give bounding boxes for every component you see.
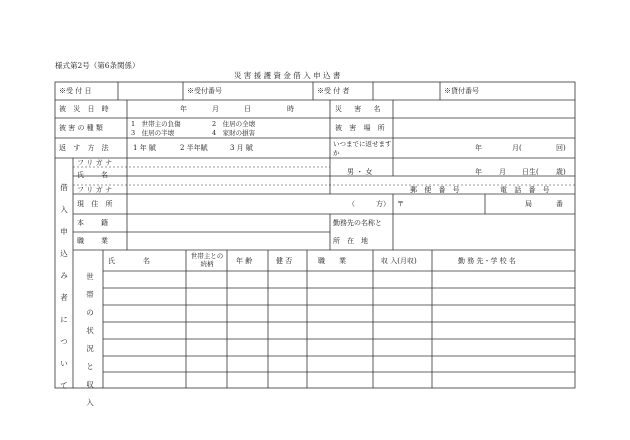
- birth-year: 年: [475, 168, 482, 176]
- receiver-label: ※受 付 者: [317, 87, 350, 95]
- workplace-label-1: 勤務先の名称と: [333, 219, 382, 227]
- honseki-label: 本 籍: [77, 219, 113, 227]
- address-label: 現 住 所: [77, 200, 115, 208]
- disaster-year: 年: [180, 105, 187, 113]
- col-header-income: 収 入(月収): [381, 257, 417, 265]
- name-label: 氏 名: [77, 171, 113, 179]
- received-date-label: ※受 付 日: [59, 87, 92, 95]
- birth-day: 日生(: [522, 168, 539, 176]
- loan-no-label: ※貸付番号: [444, 87, 479, 95]
- col-header-age: 年 齢: [236, 257, 253, 265]
- phone-office: 局: [525, 200, 532, 208]
- workplace-label-2: 所 在 地: [333, 237, 368, 245]
- form-title: 災 害 援 護 資 金 借 入 申 込 書: [234, 71, 341, 80]
- form-id: 様式第2号（第6条関係）: [55, 61, 140, 70]
- repayment-method-1: 1 年 賦: [133, 144, 156, 152]
- damage-type-label: 被 害 の 種 類: [59, 124, 103, 132]
- col-header-workplace: 勤 務 先・学 校 名: [458, 257, 516, 265]
- furigana-label-2: フリガナ: [77, 186, 115, 194]
- col-header-relation: 世帯主との続柄: [190, 252, 224, 268]
- damage-option-1: 1 世帯主の負傷: [131, 120, 181, 128]
- repayment-method-2: 2 半年賦: [180, 144, 208, 152]
- postal-label: 郵 便 番 号: [410, 186, 463, 194]
- care-of: （ 方）: [348, 200, 390, 208]
- repayment-until-year: 年: [475, 144, 482, 152]
- disaster-name-label: 災 害 名: [335, 105, 386, 113]
- damage-option-2: 2 住居の全壊: [212, 120, 256, 128]
- col-header-health: 健 否: [276, 257, 293, 265]
- col-header-job: 職 業: [318, 257, 346, 265]
- disaster-month: 月: [212, 105, 219, 113]
- sex-field: 男 ・ 女: [347, 168, 373, 176]
- disaster-day: 日: [244, 105, 251, 113]
- birth-month: 月: [499, 168, 506, 176]
- furigana-label-1: フリガナ: [77, 159, 115, 167]
- damage-option-3: 3 住居の半壊: [131, 129, 175, 137]
- phone-label: 電 話 番 号: [500, 186, 553, 194]
- damage-option-4: 4 家財の損害: [212, 129, 256, 137]
- repayment-until-label: いつまでに返せますか: [333, 140, 392, 157]
- damage-place-label: 被 害 場 所: [335, 124, 388, 132]
- age: 歳): [556, 168, 566, 176]
- applicant-section-label: 借 入 申 込 み 者 に つ い て: [60, 183, 68, 390]
- postal-mark: 〒: [397, 200, 404, 208]
- repayment-until-times: 回): [556, 144, 566, 152]
- repayment-until-month: 月(: [512, 144, 522, 152]
- disaster-hour: 時: [287, 105, 294, 113]
- job-label: 職 業: [77, 237, 113, 245]
- household-section-label: 世 帯 の 状 況 と 収 入: [86, 272, 94, 407]
- disaster-date-label: 被 災 日 時: [59, 105, 112, 113]
- received-no-label: ※受付番号: [187, 87, 222, 95]
- col-header-name: 氏 名: [108, 257, 150, 265]
- phone-number: 番: [556, 200, 563, 208]
- repayment-method-3: 3 月 賦: [230, 144, 253, 152]
- repayment-method-label: 返 す 方 法: [59, 144, 112, 152]
